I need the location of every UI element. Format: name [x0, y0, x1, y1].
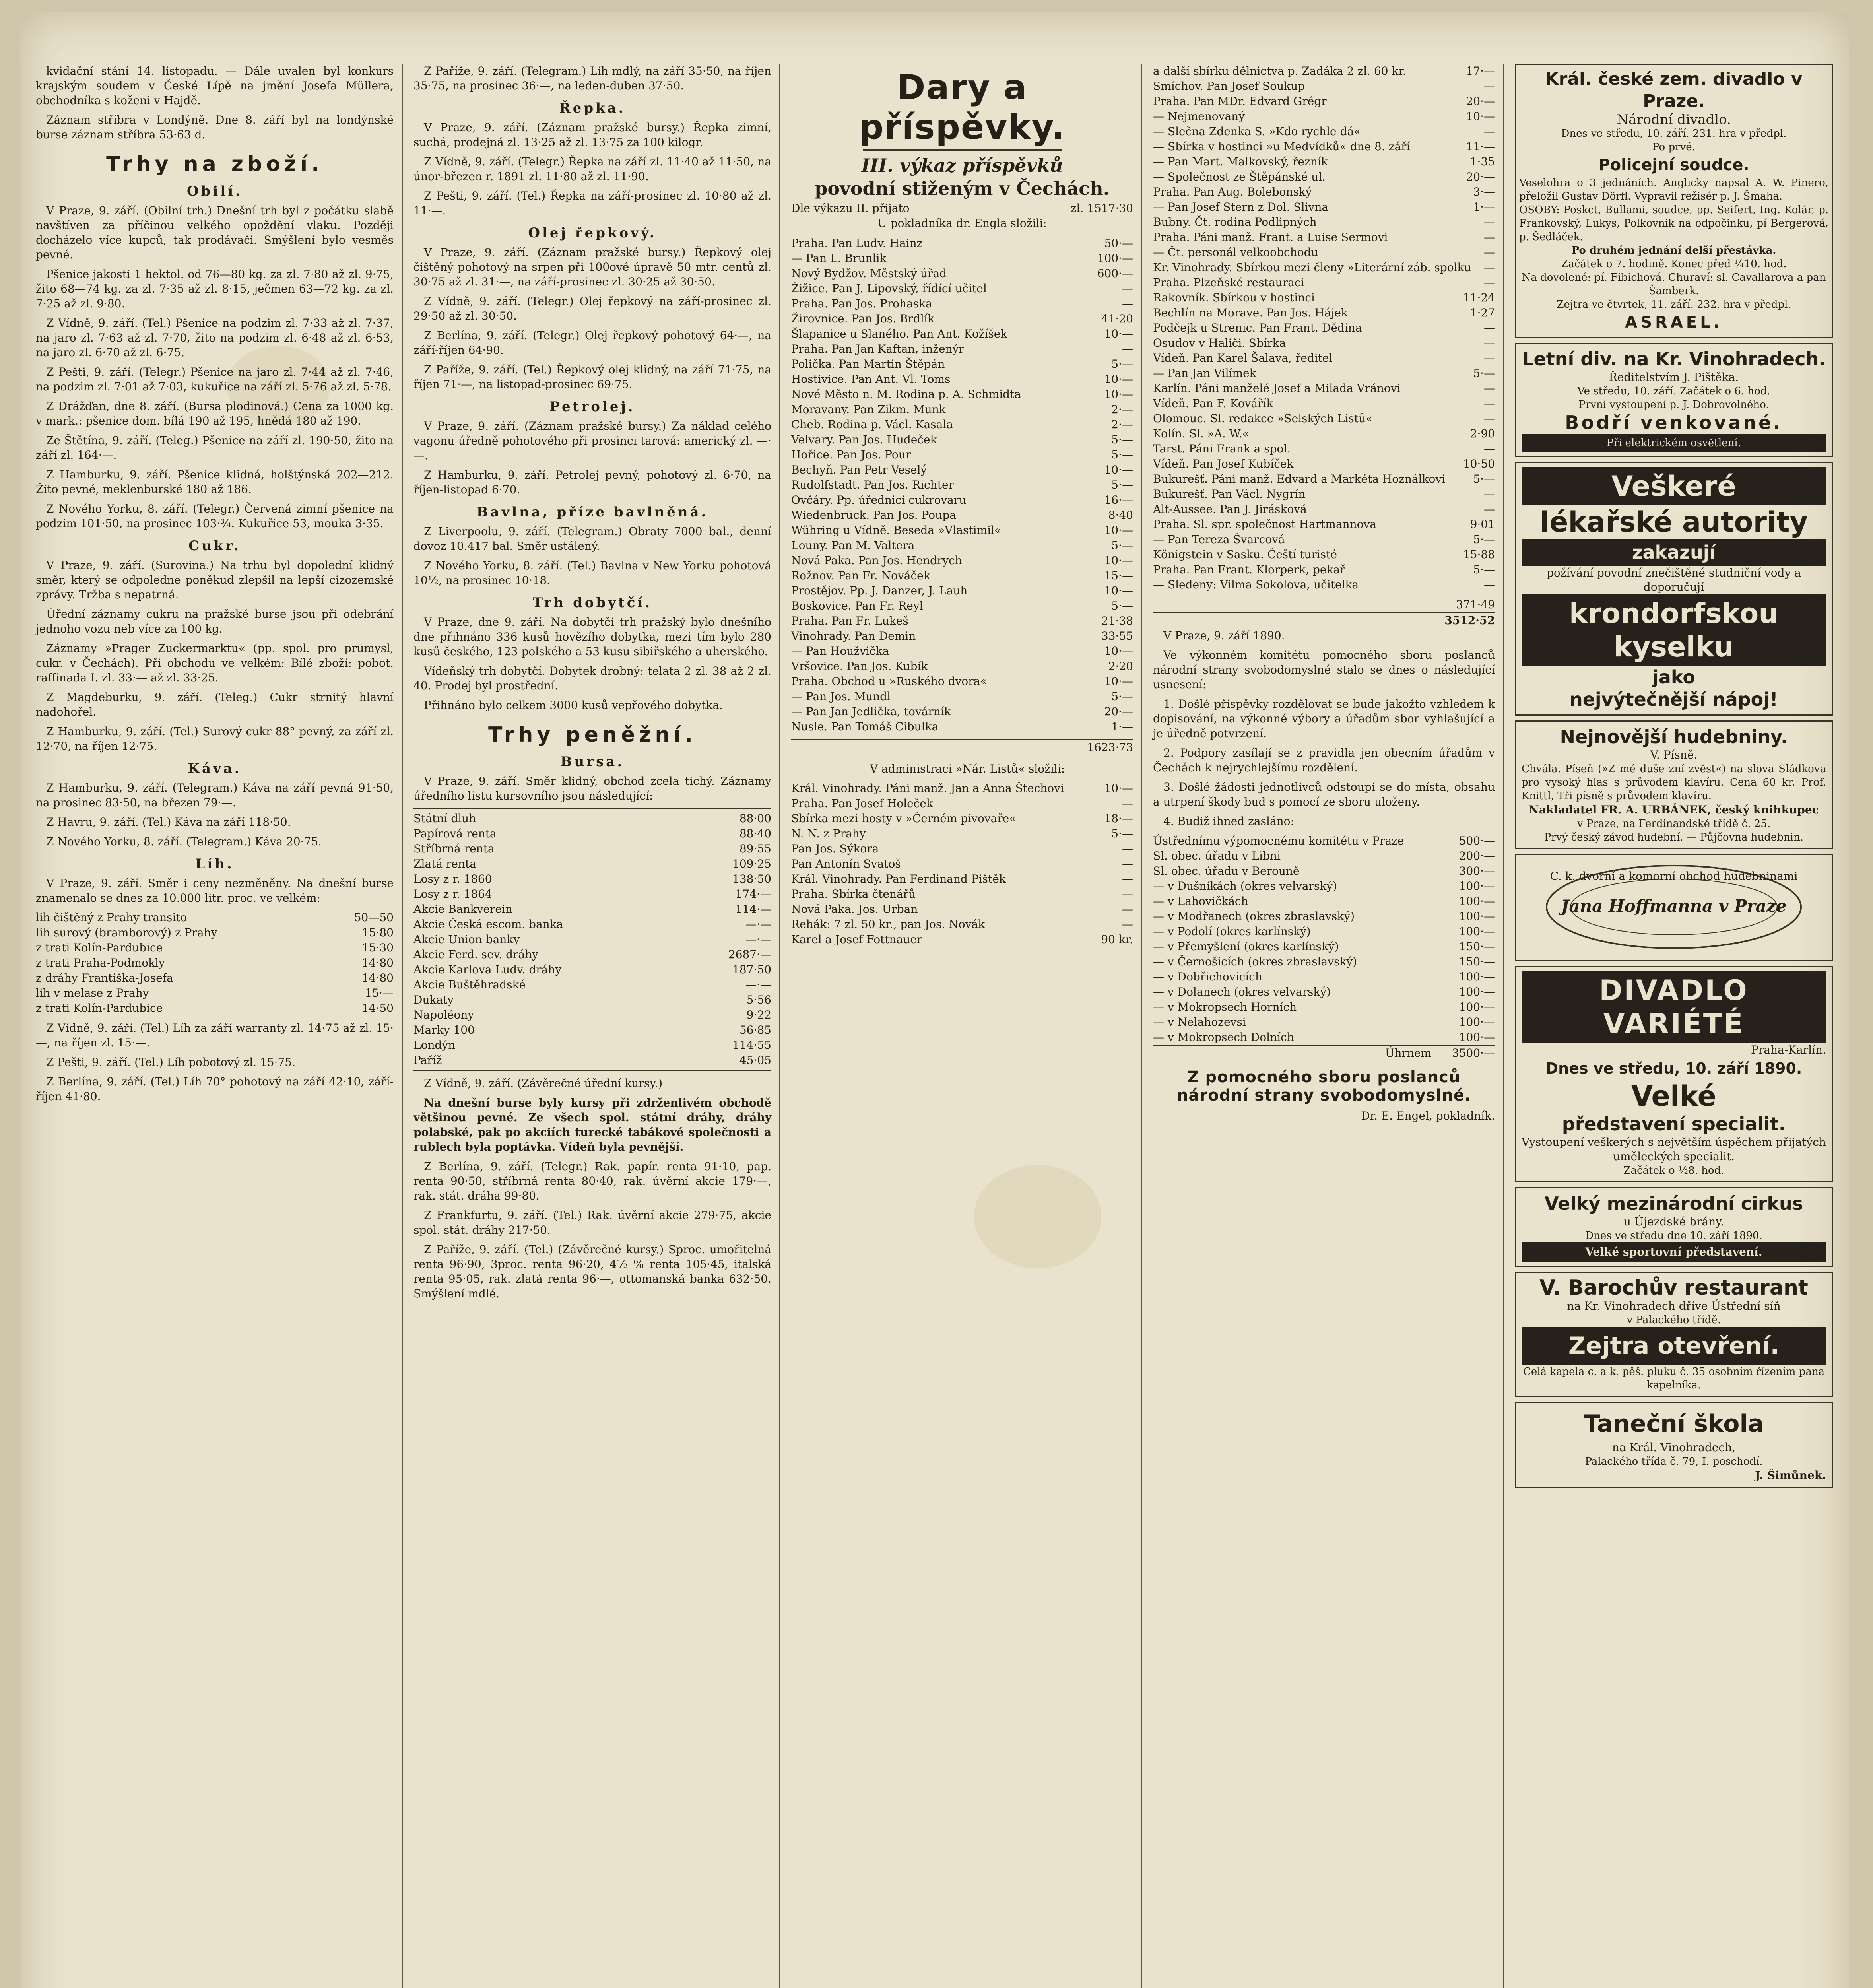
price-row: z trati Kolín-Pardubice 15·30: [36, 941, 394, 954]
table-row: Akcie Česká escom. banka —·—: [413, 918, 771, 931]
hoffmann-seal-icon: [1531, 859, 1817, 955]
restaurant-title: V. Barochův restaurant: [1539, 1276, 1808, 1300]
article-paragraph: Z Hamburku, 9. září. Pšenice klidná, holštýnská 202—212. Žito pevné, meklenburské 180 až 186.: [36, 468, 394, 496]
list-item: Cheb. Rodina p. Václ. Kasala 2·—: [791, 418, 1133, 431]
table-row: Papírová renta 88·40: [413, 827, 771, 840]
music-sub: V. Písně.: [1650, 748, 1698, 761]
subheading-grain: Obilí.: [187, 183, 243, 199]
list-item: Hořice. Pan Jos. Pour 5·—: [791, 448, 1133, 461]
subheading-coffee: Káva.: [188, 761, 242, 777]
list-item: Pan Jos. Sýkora —: [791, 842, 1133, 855]
list-item: Vršovice. Pan Jos. Kubík 2·20: [791, 660, 1133, 673]
list-item: Ovčáry. Pp. úřednici cukrovaru 16·—: [791, 493, 1133, 507]
column-rule: [402, 64, 403, 1988]
list-item: Praha. Pan Ludv. Hainz 50·—: [791, 237, 1133, 250]
table-row: Akcie Karlova Ludv. dráhy 187·50: [413, 963, 771, 976]
table-row: Losy z r. 1864 174·—: [413, 887, 771, 901]
section-title-markets: Trhy na zboží.: [106, 152, 323, 176]
subheading-sugar: Cukr.: [188, 538, 241, 554]
leave-note: Na dovolené: pí. Fibichová. Churaví: sl. Cavallarova a pan Šamberk.: [1522, 272, 1826, 297]
restaurant-ad: [1515, 1272, 1833, 1397]
ad-best-drink: nejvýtečnější nápoj!: [1569, 689, 1778, 710]
price-row: lih surový (bramborový) z Prahy 15·80: [36, 926, 394, 939]
summer-theatre-ad: [1515, 343, 1833, 457]
article-paragraph: Z Vídně, 9. září. (Telegr.) Olej řepkový na září-prosinec zl. 29·50 až zl. 30·50.: [413, 295, 771, 322]
aid-list: [1153, 833, 1495, 1061]
publisher-address: v Praze, na Ferdinandské třídě č. 25.: [1577, 818, 1771, 830]
dance-address: Palackého třída č. 79, I. poschodí.: [1585, 1456, 1763, 1468]
list-item: — v Mokropsech Horních 100·—: [1153, 1000, 1495, 1013]
article-paragraph: Z Magdeburku, 9. září. (Teleg.) Cukr strnitý hlavní nadohořel.: [36, 691, 394, 718]
column-3: [791, 64, 1133, 1988]
donations-title: Dary a příspěvky.: [859, 68, 1066, 147]
table-row: Stříbrná renta 89·55: [413, 842, 771, 855]
summer-lighting: Při elektrickém osvětlení.: [1522, 434, 1826, 452]
list-item: — Pan Jos. Mundl 5·—: [791, 690, 1133, 703]
list-item: Vídeň. Pan F. Kovářík —: [1153, 397, 1495, 410]
list-item: Bukurešť. Páni manž. Edvard a Markéta Hoználkovi 5·—: [1153, 472, 1495, 485]
subheading-cotton: Bavlna, příze bavlněná.: [476, 504, 708, 520]
list-item: — Sbírka v hostinci »u Medvídků« dne 8. září 11·—: [1153, 140, 1495, 153]
list-item: Velvary. Pan Jos. Hudeček 5·—: [791, 433, 1133, 446]
subheading-rapeseed: Řepka.: [559, 100, 626, 116]
list-item: Polička. Pan Martin Štěpán 5·—: [791, 357, 1133, 371]
list-item: Karlín. Páni manželé Josef a Milada Vránovi —: [1153, 382, 1495, 395]
list-item: Vinohrady. Pan Demin 33·55: [791, 629, 1133, 643]
intro-paragraph: Záznam stříbra v Londýně. Dne 8. září byl na londýnské burse záznam stříbra 53·63 d.: [36, 113, 394, 141]
table-row: Losy z r. 1860 138·50: [413, 872, 771, 885]
article-paragraph: Z Berlína, 9. září. (Tel.) Líh 70° pohotový na září 42·10, září-říjen 41·80.: [36, 1075, 394, 1103]
list-item: Bechlín na Morave. Pan Jos. Hájek 1·27: [1153, 306, 1495, 319]
list-item: Bechyň. Pan Petr Veselý 10·—: [791, 463, 1133, 476]
list-item: — v Nelahozevsi 100·—: [1153, 1015, 1495, 1029]
article-paragraph: Z Paříže, 9. září. (Telegram.) Líh mdlý, na září 35·50, na říjen 35·75, na prosinec 36·—, na leden-duben 37·50.: [413, 64, 771, 92]
list-item: Rudolfstadt. Pan Jos. Richter 5·—: [791, 478, 1133, 491]
list-item: — Nejmenovaný 10·—: [1153, 110, 1495, 123]
column-1: [36, 64, 394, 1988]
list-item: Kolín. Sl. »A. W.« 2·90: [1153, 427, 1495, 440]
list-item: Rožnov. Pan Fr. Nováček 15·—: [791, 569, 1133, 582]
play-description: Veselohra o 3 jednáních. Anglicky napsal A. W. Pinero, přeložil Gustav Dörfl. Vypravil režisér p. J. Šmaha.: [1519, 177, 1828, 202]
list-item: Žižice. Pan J. Lipovský, řídící učitel —: [791, 282, 1133, 295]
article-paragraph: V Praze, 9. září. (Surovina.) Na trhu byl dopolední klidný směr, který se odpoledne poněkud zlepšil na lepší cizozemské zprávy. Tržba s nepatrná.: [36, 559, 394, 601]
article-paragraph: Ve výkonném komitétu pomocného sboru poslanců národní strany svobodomyslné stalo se dnes o následující usnesení:: [1153, 648, 1495, 691]
list-item: Olomouc. Sl. redakce »Selských Listů« —: [1153, 412, 1495, 425]
running-total: 371·49: [1456, 598, 1495, 611]
list-item: Nová Paka. Jos. Urban —: [791, 903, 1133, 916]
publisher-note: Prvý český závod hudební. — Půjčovna hudebnin.: [1544, 831, 1803, 843]
list-item: Úhrnem 3500·—: [1153, 1045, 1495, 1061]
list-item: Praha. Plzeňské restauraci —: [1153, 276, 1495, 289]
list-item: Prostějov. Pp. J. Danzer, J. Lauh 10·—: [791, 584, 1133, 597]
variete-start: Začátek o ½8. hod.: [1623, 1165, 1724, 1176]
closing-line: Z pomocného sboru poslanců národní strany svobodomyslné.: [1176, 1068, 1471, 1105]
article-paragraph: Z Hamburku, 9. září. Petrolej pevný, pohotový zl. 6·70, na říjen-listopad 6·70.: [413, 468, 771, 496]
table-row: Londýn 114·55: [413, 1039, 771, 1052]
exchange-table: [413, 808, 771, 1071]
donations-list-continued: [1153, 64, 1495, 592]
list-item: — Pan Mart. Malkovský, řezník 1·35: [1153, 155, 1495, 168]
list-item: N. N. z Prahy 5·—: [791, 827, 1133, 840]
list-item: Král. Vinohrady. Pan Ferdinand Pištěk —: [791, 872, 1133, 885]
list-item: — v Modřanech (okres zbraslavský) 100·—: [1153, 910, 1495, 923]
list-item: — v Dolanech (okres velvarský) 100·—: [1153, 985, 1495, 998]
list-item: Kr. Vinohrady. Sbírkou mezi členy »Literární záb. spolku —: [1153, 261, 1495, 274]
list-item: Sl. obec. úřadu v Libni 200·—: [1153, 849, 1495, 862]
list-item: Osudov v Haliči. Sbírka —: [1153, 336, 1495, 349]
article-paragraph: 4. Budiž ihned zasláno:: [1163, 815, 1294, 828]
list-item: — Pan L. Brunlik 100·—: [791, 252, 1133, 265]
price-row: z dráhy Františka-Josefa 14·80: [36, 971, 394, 984]
list-item: Nová Paka. Pan Jos. Hendrych 10·—: [791, 554, 1133, 567]
opening-text: Celá kapela c. a k. pěš. pluku č. 35 osobním řízením pana kapelníka.: [1523, 1366, 1825, 1391]
column-rule: [779, 64, 780, 1988]
list-item: — Pan Tereza Švarcová 5·—: [1153, 533, 1495, 546]
list-item: Rakovník. Sbírkou v hostinci 11·24: [1153, 291, 1495, 304]
list-item: Smíchov. Pan Josef Soukup —: [1153, 80, 1495, 93]
donations-subtitle: povodní stiženým v Čechách.: [815, 178, 1110, 199]
list-item: — Sledeny: Vilma Sokolova, učitelka —: [1153, 578, 1495, 591]
table-row: Dukaty 5·56: [413, 993, 771, 1006]
article-paragraph: Z Pešti, 9. září. (Tel.) Řepka na září-prosinec zl. 10·80 až zl. 11·—.: [413, 189, 771, 217]
column-2: [413, 64, 771, 1988]
list-item: Praha. Sbírka čtenářů —: [791, 887, 1133, 901]
next-date: Zejtra ve čtvrtek, 11. září. 232. hra v předpl.: [1557, 299, 1791, 311]
article-paragraph: Z Nového Yorku, 8. září. (Tel.) Bavlna v New Yorku pohotová 10½, na prosinec 10·18.: [413, 559, 771, 587]
list-item: Karel a Josef Fottnauer 90 kr.: [791, 933, 1133, 946]
summer-play: Bodří venkované.: [1565, 412, 1783, 433]
article-paragraph: Z Vídně, 9. září. (Telegr.) Řepka na září zl. 11·40 až 11·50, na únor-březen r. 1891 zl. 11·80 až zl. 11·90.: [413, 155, 771, 183]
music-ad: [1515, 720, 1833, 849]
article-paragraph: Záznamy »Prager Zuckermarktu« (pp. spol. pro průmysl, cukr. v Čechách). Při obchodu ve velkém: Bílé zboží: pobot. raffinada I. zl. 33·— až zl. 33·25.: [36, 642, 394, 684]
table-row: Zlatá renta 109·25: [413, 857, 771, 870]
circus-date: Dnes ve středu dne 10. září 1890.: [1585, 1230, 1762, 1242]
article-paragraph: V Praze, 9. září. (Záznam pražské bursy.) Řepkový olej čištěný pohotový na srpen při 100ové úpravě 50 mtr. centů zl. 30·75 až zl. 31·—, na září-prosinec zl. 30·25 až 30·50.: [413, 246, 771, 288]
list-item: Praha. Pan Josef Holeček —: [791, 797, 1133, 810]
article-paragraph: Z Nového Yorku, 8. září. (Telegram.) Káva 20·75.: [46, 835, 322, 848]
ad-brand: krondorfskou kyselku: [1522, 594, 1826, 666]
article-paragraph: Na dnešní burse byly kursy při zdrženlivém obchodě většinou pevné. Ze všech spol. státní dráhy, dráhy polabské, pak po akciích turecké tabákové společnosti a rublech byla poptávka. Vídeň byla pevnější.: [413, 1096, 771, 1153]
subtotal-row: 1623·73: [791, 739, 1133, 755]
summer-title: Letní div. na Kr. Vinohradech.: [1522, 348, 1826, 370]
list-item: Moravany. Pan Zikm. Munk 2·—: [791, 403, 1133, 416]
article-paragraph: 1. Došlé příspěvky rozdělovat se bude jakožto vzhledem k dopisování, na výkonné výbory a úřadům sbor vyhlašující a je úředně potvrzení.: [1153, 697, 1495, 740]
newspaper-page: [20, 12, 1849, 1988]
circus-title: Velký mezinárodní cirkus: [1544, 1193, 1803, 1214]
list-item: — v Dušníkách (okres velvarský) 100·—: [1153, 879, 1495, 893]
variete-ad: [1515, 966, 1833, 1182]
list-item: Praha. Pan Frant. Klorperk, pekař 5·—: [1153, 563, 1495, 576]
svg-text:Jana Hoffmanna v Praze: Jana Hoffmanna v Praze: [1561, 896, 1787, 916]
article-paragraph: Přihnáno bylo celkem 3000 kusů vepřového dobytka.: [424, 699, 723, 712]
list-item: a další sbírku dělnictva p. Zadáka 2 zl. 60 kr. 17·—: [1153, 64, 1495, 78]
article-paragraph: 2. Podpory zasílají se z pravidla jen obecním úřadům v Čechách k nejrychlejšímu rozdělení.: [1153, 746, 1495, 774]
list-item: Praha. Pan Jan Kaftan, inženýr —: [791, 342, 1133, 355]
article-paragraph: Pšenice jakosti 1 hektol. od 76—80 kg. za zl. 7·80 až zl. 9·75, žito 68—74 kg. za zl. 7·35 až zl. 8·15, ječmen 63—72 kg. za zl. 7·25 až zl. 9·80.: [36, 268, 394, 310]
list-item: Vídeň. Pan Josef Kubíček 10·50: [1153, 457, 1495, 470]
article-paragraph: V Praze, 9. září. (Záznam pražské bursy.) Řepka zimní, suchá, prodejná zl. 13·25 až zl. 13·75 za 100 kilogr.: [413, 121, 771, 149]
article-paragraph: Vídeňský trh dobytčí. Dobytek drobný: telata 2 zl. 38 až 2 zl. 40. Prodej byl prostřední.: [413, 664, 771, 692]
table-row: Akcie Ferd. sev. dráhy 2687·—: [413, 948, 771, 961]
next-play: ASRAEL.: [1625, 313, 1723, 332]
dance-signature: J. Šimůnek.: [1755, 1469, 1826, 1482]
list-item: Königstein v Sasku. Čeští turisté 15·88: [1153, 548, 1495, 561]
list-item: Alt-Aussee. Pan J. Jirásková —: [1153, 503, 1495, 516]
list-item: Praha. Obchod u »Ruského dvora« 10·—: [791, 675, 1133, 688]
article-paragraph: Z Vídně, 9. září. (Tel.) Líh za září warranty zl. 14·75 až zl. 15·—, na říjen zl. 15·—.: [36, 1021, 394, 1049]
column-4: [1153, 64, 1495, 1988]
donations-list: [791, 236, 1133, 734]
list-item: — Čt. personál velkoobchodu —: [1153, 246, 1495, 259]
article-paragraph: V Praze, 9. září. Směr i ceny nezměněny. Na dnešní burse znamenalo se dnes za 10.000 litr. proc. ve velkém:: [36, 877, 394, 905]
variete-location: Praha-Karlín.: [1751, 1043, 1826, 1056]
column-5-ads: [1515, 64, 1833, 1988]
admin-donations-list: [791, 781, 1133, 947]
list-item: — v Podolí (okres karlínský) 100·—: [1153, 925, 1495, 938]
list-item: U pokladníka dr. Engla složili:: [877, 217, 1047, 230]
theatre-date: Dnes ve středu, 10. září. 231. hra v předpl.: [1561, 128, 1787, 140]
list-item: — Pan Jan Jedlička, továrník 20·—: [791, 705, 1133, 718]
summer-date: Ve středu, 10. září. Začátek o 6. hod.: [1577, 385, 1770, 397]
article-paragraph: Z Pešti, 9. září. (Tel.) Líh pobotový zl. 15·75.: [46, 1056, 296, 1069]
article-paragraph: Z Liverpoolu, 9. září. (Telegram.) Obraty 7000 bal., denní dovoz 10.417 bal. Směr ustálený.: [413, 525, 771, 553]
publisher: Nakladatel FR. A. URBÁNEK, český knihkupec: [1529, 803, 1819, 816]
table-row: Napoléony 9·22: [413, 1008, 771, 1021]
article-paragraph: Z Paříže, 9. září. (Tel.) (Závěrečné kursy.) Sproc. umořitelná renta 96·90, 3proc. renta 96·20, 4½ % renta 105·45, italská renta 95·05, rak. zlatá renta 96·—, ottomanská banka 632·50. Smýšlení mdlé.: [413, 1243, 771, 1300]
subheading-cattle: Trh dobytčí.: [532, 595, 652, 611]
list-item: Sl. obec. úřadu v Berouně 300·—: [1153, 864, 1495, 878]
article-paragraph: V Praze, 9. září. Směr klidný, obchod zcela tichý. Záznamy úředního listu kursovního jsou následující:: [413, 775, 771, 802]
variete-text: Vystoupení veškerých s největším úspěchem přijatých uměleckých specialit.: [1522, 1136, 1826, 1163]
list-item: — v Mokropsech Dolních 100·—: [1153, 1031, 1495, 1044]
article-paragraph: Z Hamburku, 9. září. (Telegram.) Káva na září pevná 91·50, na prosinec 83·50, na březen 79·—.: [36, 781, 394, 809]
list-item: Tarst. Páni Frank a spol. —: [1153, 442, 1495, 455]
subheading-petroleum: Petrolej.: [549, 399, 635, 415]
list-item: Nusle. Pan Tomáš Cibulka 1·—: [791, 720, 1133, 733]
list-item: — Společnost ze Štěpánské ul. 20·—: [1153, 170, 1495, 183]
article-paragraph: Z Berlína, 9. září. (Telegr.) Rak. papír. renta 91·10, pap. renta 90·50, stříbrná renta 80·40, rak. úvěrní akcie 179·—, rak. stát. dráha 99·80.: [413, 1160, 771, 1202]
play-title: Policejní soudce.: [1598, 156, 1749, 174]
ad-forbid: zakazují: [1522, 539, 1826, 566]
article-paragraph: Ze Štětína, 9. září. (Teleg.) Pšenice na září zl. 190·50, žito na září zl. 164·—.: [36, 434, 394, 462]
list-item: Louny. Pan M. Valtera 5·—: [791, 539, 1133, 552]
theatre-title: Král. české zem. divadlo v Praze.: [1545, 69, 1803, 111]
restaurant-sub2: v Palackého třídě.: [1627, 1314, 1721, 1326]
article-paragraph: V Praze, dne 9. září. Na dobytčí trh pražský bylo dnešního dne přihnáno 336 kusů hovězího dobytka, mezi tím bylo 280 kusů českého, 123 polského a 53 kusů sibiřského a uherského.: [413, 615, 771, 658]
list-item: Praha. Pan Fr. Lukeš 21·38: [791, 614, 1133, 627]
donations-subtitle: III. výkaz příspěvků: [861, 155, 1063, 176]
list-item: — v Lahovičkách 100·—: [1153, 895, 1495, 908]
circus-ad: [1515, 1187, 1833, 1267]
subheading-spirits: Líh.: [195, 856, 234, 872]
table-row: Akcie Union banky —·—: [413, 933, 771, 946]
date-line: V Praze, 9. září 1890.: [1163, 629, 1285, 642]
list-item: — Pan Houžvička 10·—: [791, 645, 1133, 658]
theatre-ad: [1515, 64, 1833, 338]
list-item: Wiedenbrück. Pan Jos. Poupa 8·40: [791, 509, 1133, 522]
article-paragraph: Z Paříže, 9. září. (Tel.) Řepkový olej klidný, na září 71·75, na říjen 71·—, na listopad-prosinec 69·75.: [413, 363, 771, 391]
subheading-exchange: Bursa.: [560, 754, 625, 770]
section-title-money-markets: Trhy peněžní.: [488, 723, 697, 747]
article-paragraph: Z Frankfurtu, 9. září. (Tel.) Rak. úvěrní akcie 279·75, akcie spol. stát. dráhy 217·50.: [413, 1209, 771, 1237]
intro-paragraph: kvidační stání 14. listopadu. — Dále uvalen byl konkurs krajským soudem v České Lípě na jmění Josefa Müllera, obchodníka s koženi v Hajdě.: [36, 64, 394, 107]
list-item: — Slečna Zdenka S. »Kdo rychle dá« —: [1153, 125, 1495, 138]
ad-jako: jako: [1652, 666, 1695, 688]
price-row: lih čištěný z Prahy transito 50—50: [36, 911, 394, 924]
price-row: z trati Praha-Podmokly 14·80: [36, 956, 394, 969]
list-item: Rehák: 7 zl. 50 kr., pan Jos. Novák —: [791, 918, 1133, 931]
list-item: Hostivice. Pan Ant. Vl. Toms 10·—: [791, 373, 1133, 386]
article-paragraph: Z Nového Yorku, 8. září. (Telegr.) Červená zimní pšenice na podzim 101·50, na prosinec 103·¾. Kukuřice 53, mouka 3·35.: [36, 502, 394, 530]
column-rule: [1503, 64, 1504, 1988]
price-row: z trati Kolín-Pardubice 14·50: [36, 1002, 394, 1015]
list-item: — Pan Josef Stern z Dol. Slivna 1·—: [1153, 200, 1495, 214]
list-item: Ústřednímu výpomocnému komitétu v Praze 500·—: [1153, 834, 1495, 847]
list-item: — Pan Jan Vilímek 5·—: [1153, 367, 1495, 380]
list-item: Král. Vinohrady. Páni manž. Jan a Anna Štechovi 10·—: [791, 782, 1133, 795]
article-paragraph: Z Drážďan, dne 8. září. (Bursa plodinová.) Cena za 1000 kg. v mark.: pšenice dom. bílá 190 až 195, hnědá 180 až 190.: [36, 400, 394, 427]
summer-first: První vystoupení p. J. Dobrovolného.: [1578, 399, 1769, 411]
list-item: — v Dobřichovicích 100·—: [1153, 970, 1495, 983]
music-title: Nejnovější hudebniny.: [1560, 726, 1788, 747]
list-item: Praha. Sl. spr. společnost Hartmannova 9·01: [1153, 518, 1495, 531]
article-paragraph: Z Vídně, 9. září. (Závěrečné úřední kursy.): [424, 1077, 663, 1090]
article-paragraph: Z Vídně, 9. září. (Tel.) Pšenice na podzim zl. 7·33 až zl. 7·37, na jaro zl. 7·63 až zl. 7·70, žito na podzim zl. 6·48 až zl. 6·53, na jaro zl. 6·70 až zl. 6·75.: [36, 316, 394, 359]
price-row: lih v melase z Prahy 15·—: [36, 986, 394, 1000]
article-paragraph: Z Berlína, 9. září. (Telegr.) Olej řepkový pohotový 64·—, na září-říjen 64·90.: [413, 329, 771, 357]
list-item: Praha. Pan MDr. Edvard Grégr 20·—: [1153, 95, 1495, 108]
summer-director: Ředitelstvím J. Pištěka.: [1609, 371, 1739, 384]
article-paragraph: Z Hamburku, 9. září. (Tel.) Surový cukr 88° pevný, za září zl. 12·70, na říjen 12·75.: [36, 725, 394, 753]
table-row: Akcie Bankverein 114·—: [413, 903, 771, 916]
signature: Dr. E. Engel, pokladník.: [1361, 1109, 1495, 1122]
list-item: Vídeň. Pan Karel Šalava, ředitel —: [1153, 351, 1495, 365]
play-cast: OSOBY: Poskct, Bullami, soudce, pp. Seifert, Ing. Kolár, p. Frankovský, Lukys, Polkovnik na odpočinku, pí Bergerová, p. Šedláček.: [1519, 204, 1828, 243]
table-row: Marky 100 56·85: [413, 1023, 771, 1037]
music-text: Chvála. Píseň (»Z mé duše zní zvěst«) na slova Sládkova pro vysoký hlas s průvodem klavíru. Cena 60 kr. Prof. Knittl, Tři písně s průvodem klavíru.: [1522, 763, 1826, 802]
article-paragraph: 3. Došlé žádosti jednotlivců odstoupí se do místa, obsahu a utrpení škody bud s pomocí ze sboru uloženy.: [1153, 780, 1495, 808]
list-item: Nové Město n. M. Rodina p. A. Schmidta 10·—: [791, 388, 1133, 401]
list-item: — v Černošicích (okres zbraslavský) 150·—: [1153, 955, 1495, 968]
ad-headline-2: lékařské autority: [1539, 506, 1808, 538]
list-item: Bubny. Čt. rodina Podlipných —: [1153, 215, 1495, 229]
restaurant-sub: na Kr. Vinohradech dříve Ústřední síň: [1567, 1299, 1781, 1312]
list-item: Praha. Páni manž. Frant. a Luise Sermovi —: [1153, 231, 1495, 244]
dance-title: Taneční škola: [1584, 1410, 1764, 1438]
column-rule: [1141, 64, 1142, 1988]
circus-location: u Újezdské brány.: [1623, 1215, 1724, 1228]
ad-text: požívání povodní znečištěné studniční vody a doporučují: [1547, 566, 1801, 594]
list-item: Bukurešť. Pan Václ. Nygrín —: [1153, 487, 1495, 501]
table-row: Státní dluh 88·00: [413, 812, 771, 825]
table-row: Akcie Buštěhradské —·—: [413, 978, 771, 991]
list-item: Boskovice. Pan Fr. Reyl 5·—: [791, 599, 1133, 612]
grand-total: 3512·52: [1153, 612, 1495, 628]
variete-big: Velké: [1631, 1080, 1716, 1112]
list-item: Nový Bydžov. Městský úřad 600·—: [791, 267, 1133, 280]
theatre-subtitle: Národní divadlo.: [1617, 112, 1731, 128]
article-paragraph: Úřední záznamy cukru na pražské burse jsou při odebrání jednoho vozu neb více za 100 kg.: [36, 608, 394, 635]
hoffmann-ad: [1515, 854, 1833, 961]
list-item: Sbírka mezi hosty v »Černém pivovaře« 18·—: [791, 812, 1133, 825]
opening-title: Zejtra otevření.: [1522, 1327, 1826, 1365]
list-item: Šlapanice u Slaného. Pan Ant. Kožíšek 10·—: [791, 327, 1133, 340]
variete-date: Dnes ve středu, 10. září 1890.: [1545, 1060, 1802, 1077]
list-item: Praha. Pan Aug. Bolebonský 3·—: [1153, 185, 1495, 198]
krondorf-ad: [1515, 462, 1833, 716]
table-row: Paříž 45·05: [413, 1054, 771, 1067]
subheading-oil: Olej řepkový.: [528, 225, 657, 241]
list-item: Wühring u Vídně. Beseda »Vlastimil« 10·—: [791, 524, 1133, 537]
dance-sub: na Král. Vinohradech,: [1612, 1441, 1736, 1454]
list-item: Podčejk u Strenic. Pan Frant. Dědina —: [1153, 321, 1495, 334]
list-item: Praha. Pan Jos. Prohaska —: [791, 297, 1133, 310]
list-item: Dle výkazu II. přijato zl. 1517·30: [791, 202, 1133, 215]
list-item: Pan Antonín Svatoš —: [791, 857, 1133, 870]
spirits-price-list: [36, 910, 394, 1016]
ad-headline: Veškeré: [1522, 467, 1826, 505]
intermission-note: Po druhém jednání delší přestávka.: [1571, 245, 1776, 256]
variete-title: DIVADLO VARIÉTÉ: [1522, 971, 1826, 1043]
dance-school-ad: [1515, 1402, 1833, 1488]
article-paragraph: V Praze, 9. září. (Obilní trh.) Dnešní trh byl z počátku slabě navštíven za příčinou velkého opoždění vlaku. Později docházelo více kupců, tak prodávači. Smýšlení bylo vesměs pevné.: [36, 204, 394, 261]
admin-lead: V administraci »Nár. Listů« složili:: [870, 762, 1065, 775]
article-paragraph: V Praze, 9. září. (Záznam pražské bursy.) Za náklad celého vagonu úředně pohotového při prosinci tarová: americký zl. —·—.: [413, 419, 771, 462]
donations-lead: [791, 201, 1133, 231]
svg-text:C. k. dvorní a komorní obchod: C. k. dvorní a komorní obchod hudebninami: [1550, 870, 1798, 883]
variete-specialities: představení specialit.: [1562, 1113, 1786, 1135]
circus-sub: Velké sportovní představení.: [1522, 1242, 1826, 1262]
list-item: Žirovnice. Pan Jos. Brdlík 41·20: [791, 312, 1133, 325]
article-paragraph: Z Pešti, 9. září. (Telegr.) Pšenice na jaro zl. 7·44 až zl. 7·46, na podzim zl. 7·01 až 7·03, kukuřice na září zl. 5·76 až zl. 5·78.: [36, 365, 394, 393]
article-paragraph: Z Havru, 9. září. (Tel.) Káva na září 118·50.: [46, 815, 291, 829]
list-item: — v Přemyšlení (okres karlínský) 150·—: [1153, 940, 1495, 953]
theatre-first: Po prvé.: [1652, 141, 1695, 153]
performance-times: Začátek o 7. hodině. Konec před ¼10. hod.: [1561, 258, 1787, 270]
